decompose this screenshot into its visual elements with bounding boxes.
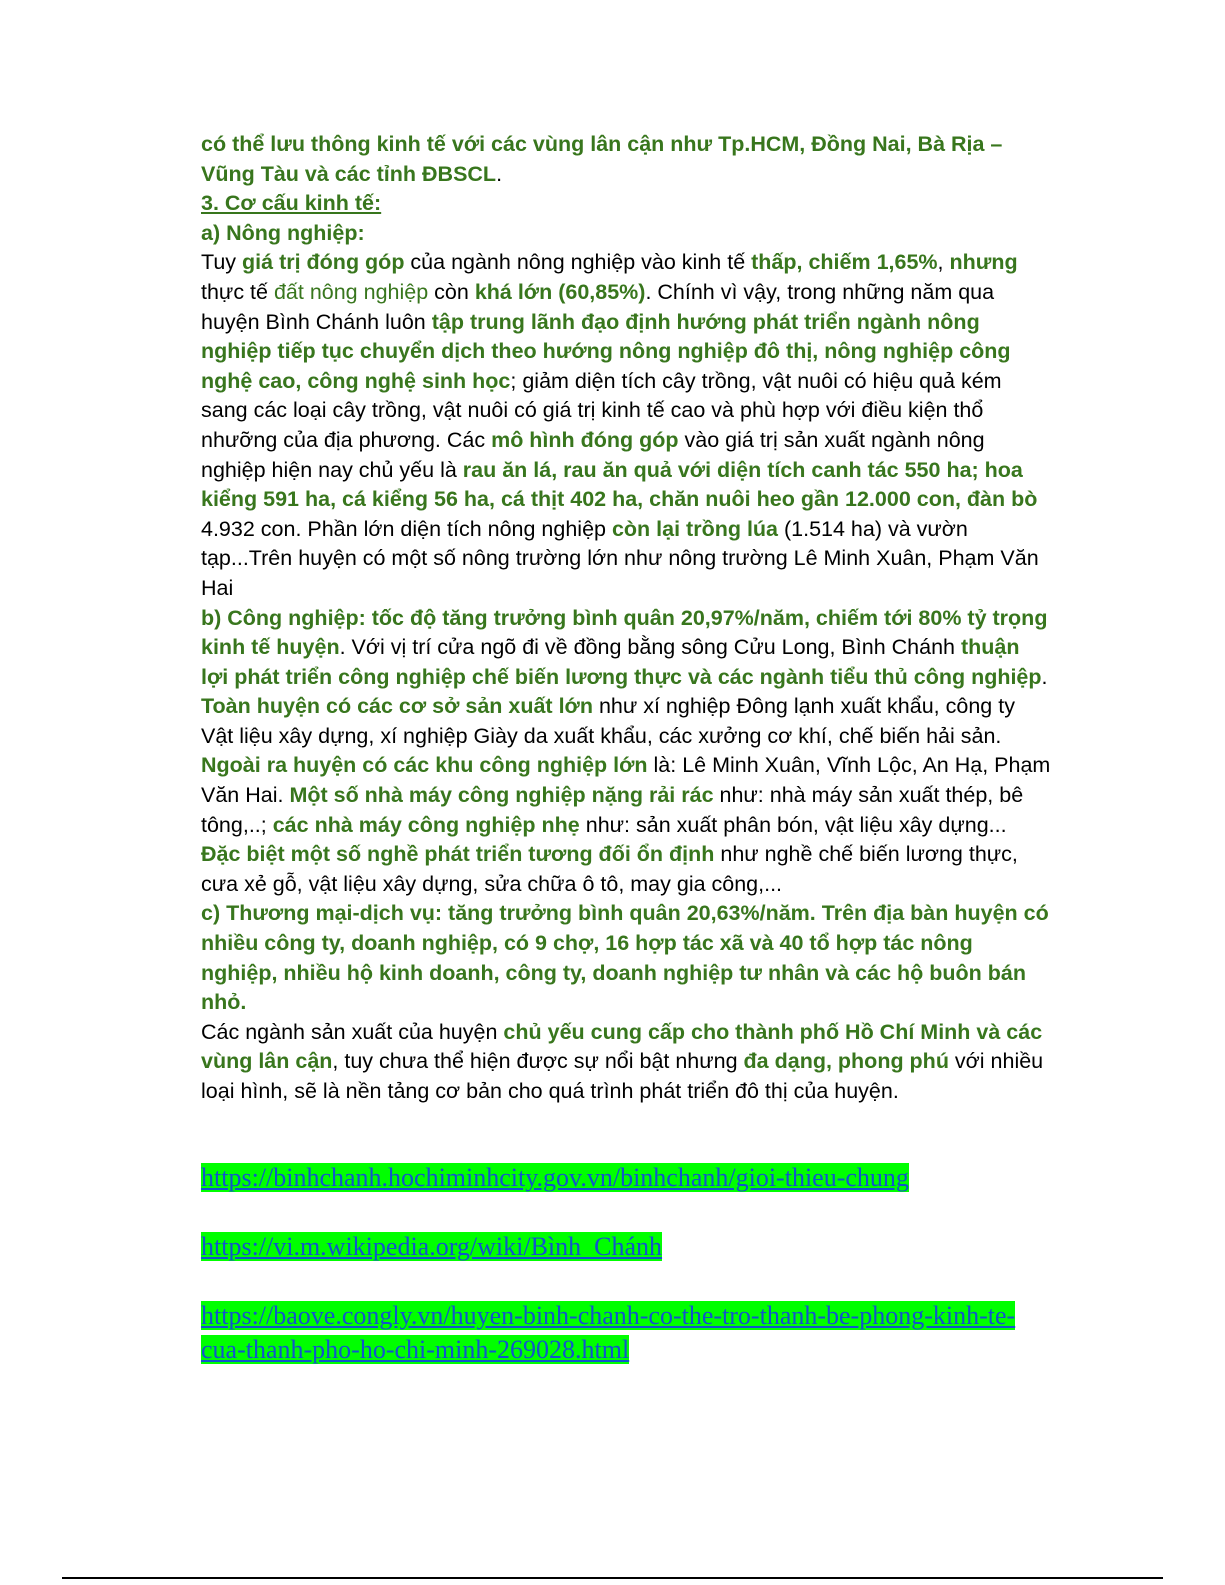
- heading-text: 3. Cơ cấu kinh tế:: [201, 191, 382, 216]
- plain-text: như nghề chế biến lương thực, cưa xẻ gỗ, vật liệu xây dựng, sửa chữa ô tô, may gia công,...: [201, 842, 1018, 896]
- paragraph-industry: [201, 604, 1051, 900]
- green-bold-text: mô hình đóng góp: [491, 427, 679, 452]
- green-text: đất nông nghiệp: [273, 279, 429, 304]
- section-heading-3: [201, 189, 1051, 219]
- green-bold-text: rau ăn lá, rau ăn quả với diện tích canh tác 550 ha; hoa kiểng 591 ha, cá kiểng 56 ha, cá thịt 402 ha, chăn nuôi heo gần 12.000 con, đàn bò: [201, 457, 1038, 512]
- link-text[interactable]: https://baove.congly.vn/huyen-binh-chanh-co-the-tro-thanh-be-phong-kinh-te-cua-thanh-pho-ho-chi-minh-269028.html: [201, 1301, 1016, 1364]
- green-bold-text: còn lại trồng lúa: [611, 516, 779, 541]
- plain-text: với nhiều loại hình, sẽ là nền tảng cơ bản cho quá trình phát triển đô thị của huyện.: [201, 1049, 1044, 1103]
- green-bold-text: tập trung lãnh đạo định hướng phát triển ngành nông nghiệp tiếp tục chuyển dịch theo hướng nông nghiệp đô thị, nông nghiệp công nghệ cao, công nghệ sinh học: [201, 309, 1011, 393]
- plain-text: . Với vị trí cửa ngõ đi về đồng bằng sông Cửu Long, Bình Chánh: [339, 635, 961, 660]
- reference-link-1[interactable]: [201, 1161, 1051, 1195]
- green-bold-text: thuận lợi phát triển công nghiệp chế biến lương thực và các ngành tiểu thủ công nghiệp: [201, 635, 1042, 689]
- plain-text: (1.514 ha) và vườn tạp...Trên huyện có một số nông trường lớn như nông trường Lê Minh Xuân, Phạm Văn Hai: [201, 516, 1039, 600]
- link-text[interactable]: https://vi.m.wikipedia.org/wiki/Bình_Chánh: [201, 1232, 663, 1261]
- plain-text: như: sản xuất phân bón, vật liệu xây dựng...: [579, 812, 1007, 837]
- document-body: [201, 130, 1051, 1107]
- green-bold-text: chủ yếu cung cấp cho thành phố Hồ Chí Minh và các vùng lân cận: [201, 1019, 1043, 1074]
- plain-text: là: Lê Minh Xuân, Vĩnh Lộc, An Hạ, Phạm Văn Hai.: [201, 753, 1051, 808]
- green-bold-text: Ngoài ra huyện có các khu công nghiệp lớn: [201, 753, 648, 778]
- reference-link-3[interactable]: [201, 1299, 1051, 1367]
- plain-text: .: [1041, 664, 1048, 689]
- green-bold-text: thấp, chiếm 1,65%: [751, 250, 938, 275]
- plain-text: , tuy chưa thể hiện được sự nổi bật nhưng: [332, 1049, 744, 1074]
- plain-text: ; giảm diện tích cây trồng, vật nuôi có hiệu quả kém sang các loại cây trồng, vật nuôi có giá trị kinh tế cao và phù hợp với điều kiện thổ nhưỡng của địa phương. Các: [201, 368, 1002, 452]
- plain-text: vào giá trị sản xuất ngành nông nghiệp hiện nay chủ yếu là: [201, 427, 985, 482]
- paragraph-conclusion: [201, 1018, 1051, 1107]
- plain-text: ,: [937, 250, 950, 275]
- subheading-agriculture: [201, 219, 1051, 249]
- green-bold-text: đa dạng, phong phú: [743, 1049, 949, 1074]
- green-bold-text: có thể lưu thông kinh tế với các vùng lân cận như Tp.HCM, Đồng Nai, Bà Rịa – Vũng Tàu và các tỉnh ĐBSCL: [201, 132, 1003, 186]
- paragraph-agriculture: [201, 248, 1051, 603]
- link-text[interactable]: https://binhchanh.hochiminhcity.gov.vn/binhchanh/gioi-thieu-chung: [201, 1163, 909, 1192]
- reference-link-2[interactable]: [201, 1230, 1051, 1264]
- plain-text: của ngành nông nghiệp vào kinh tế: [404, 250, 752, 275]
- plain-text: như xí nghiệp Đông lạnh xuất khẩu, công ty Vật liệu xây dựng, xí nghiệp Giày da xuất khẩu, các xưởng cơ khí, chế biến hải sản.: [201, 694, 1015, 748]
- plain-text: còn: [428, 279, 475, 304]
- plain-text: . Chính vì vậy, trong những năm qua huyện Bình Chánh luôn: [201, 279, 995, 334]
- plain-text: Tuy: [201, 250, 243, 275]
- page-bottom-divider: [62, 1577, 1163, 1579]
- green-bold-text: các nhà máy công nghiệp nhẹ: [272, 812, 580, 837]
- green-bold-text: b) Công nghiệp: tốc độ tăng trưởng bình quân 20,97%/năm, chiếm tới 80% tỷ trọng kinh tế huyện: [201, 605, 1048, 660]
- plain-text: thực tế: [201, 279, 274, 304]
- green-bold-text: nhưng: [949, 250, 1018, 275]
- reference-links: [201, 1161, 1051, 1402]
- green-bold-text: Toàn huyện có các cơ sở sản xuất lớn: [201, 694, 593, 719]
- plain-text: như: nhà máy sản xuất thép, bê tông,..;: [201, 783, 1024, 837]
- green-bold-text: khá lớn (60,85%): [474, 279, 646, 304]
- plain-text: .: [496, 161, 503, 186]
- plain-text: Các ngành sản xuất của huyện: [201, 1019, 504, 1044]
- green-bold-text: Một số nhà máy công nghiệp nặng rải rác: [289, 783, 714, 808]
- paragraph-commerce: [201, 899, 1051, 1017]
- plain-text: 4.932 con. Phần lớn diện tích nông nghiệp: [201, 516, 612, 541]
- green-bold-text: c) Thương mại-dịch vụ: tăng trưởng bình quân 20,63%/năm. Trên địa bàn huyện có nhiều công ty, doanh nghiệp, có 9 chợ, 16 hợp tác xã và 40 tổ hợp tác nông nghiệp, nhiều hộ kinh doanh, công ty, doanh nghiệp tư nhân và các hộ buôn bán nhỏ.: [201, 901, 1049, 1015]
- heading-text: a) Nông nghiệp:: [201, 220, 365, 245]
- paragraph-intro: [201, 130, 1051, 189]
- green-bold-text: giá trị đóng góp: [242, 250, 405, 275]
- green-bold-text: Đặc biệt một số nghề phát triển tương đối ổn định: [201, 842, 715, 867]
